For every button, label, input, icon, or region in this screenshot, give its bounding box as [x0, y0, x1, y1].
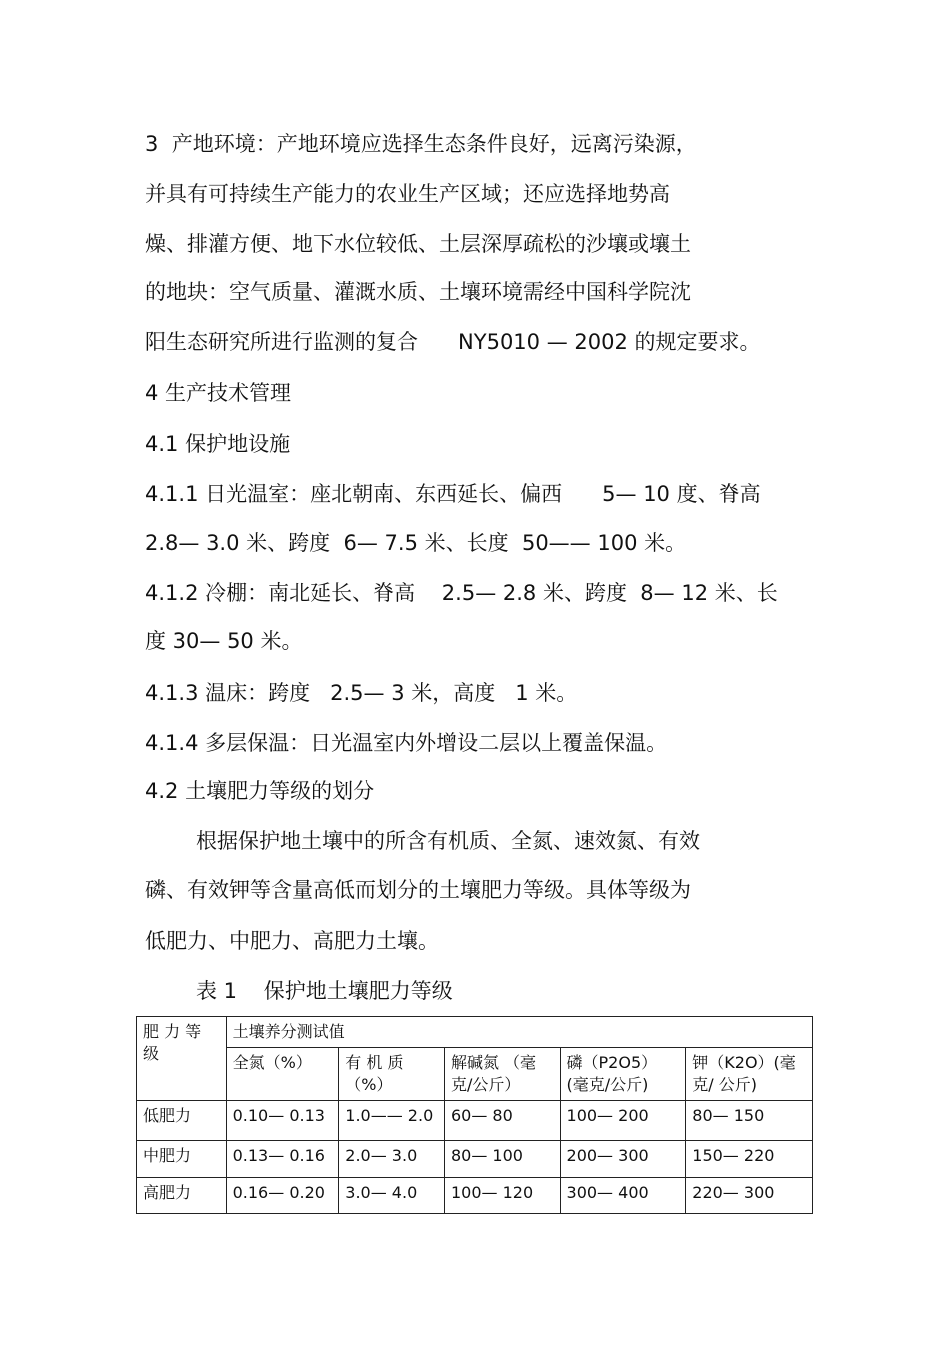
- table-cell: 220— 300: [686, 1178, 813, 1214]
- table-cell: 300— 400: [560, 1178, 686, 1214]
- subsection-heading: 4.1 保护地设施: [145, 432, 291, 456]
- paragraph-line: 并具有可持续生产能力的农业生产区域；还应选择地势高: [145, 182, 670, 206]
- table-cell: 80— 100: [444, 1141, 560, 1178]
- paragraph-line: 燥、排灌方便、地下水位较低、土层深厚疏松的沙壤或壤土: [145, 232, 691, 256]
- table-row: [137, 1178, 813, 1214]
- table-cell: 低肥力: [137, 1101, 227, 1141]
- paragraph-line: 4.1.2 冷棚：南北延长、脊高 2.5— 2.8 米、跨度 8— 12 米、长: [145, 581, 778, 605]
- table-column-header: 解碱氮 （毫克/公斤）: [444, 1048, 560, 1101]
- table-header-row: [137, 1017, 813, 1048]
- paragraph-line: 磷、有效钾等含量高低而划分的土壤肥力等级。具体等级为: [145, 878, 691, 902]
- subsection-heading: 4.2 土壤肥力等级的划分: [145, 779, 375, 803]
- table-cell: 0.16— 0.20: [226, 1178, 339, 1214]
- paragraph-line: 4.1.4 多层保温：日光温室内外增设二层以上覆盖保温。: [145, 731, 668, 755]
- table-column-header: 磷（P2O5）(毫克/公斤): [560, 1048, 686, 1101]
- paragraph-line: 阳生态研究所进行监测的复合 NY5010 — 2002 的规定要求。: [145, 330, 761, 354]
- paragraph-line: 2.8— 3.0 米、跨度 6— 7.5 米、长度 50—— 100 米。: [145, 531, 687, 555]
- table-cell: 80— 150: [686, 1101, 813, 1141]
- paragraph-line: 4.1.1 日光温室：座北朝南、东西延长、偏西 5— 10 度、脊高: [145, 482, 761, 506]
- table-cell: 3.0— 4.0: [339, 1178, 445, 1214]
- table-column-header: 全氮（%）: [226, 1048, 339, 1101]
- table-cell: 60— 80: [444, 1101, 560, 1141]
- table-column-header: 钾（K2O）(毫克/ 公斤): [686, 1048, 813, 1101]
- table-cell: 0.10— 0.13: [226, 1101, 339, 1141]
- table-cell: 中肥力: [137, 1141, 227, 1178]
- table-row: [137, 1101, 813, 1141]
- fertility-table: [136, 1016, 813, 1214]
- table-cell: 100— 200: [560, 1101, 686, 1141]
- paragraph-line: 4.1.3 温床：跨度 2.5— 3 米，高度 1 米。: [145, 681, 578, 705]
- paragraph-line: 根据保护地土壤中的所含有机质、全氮、速效氮、有效: [196, 829, 700, 853]
- table-column-header: 有 机 质（%）: [339, 1048, 445, 1101]
- paragraph-line: 低肥力、中肥力、高肥力土壤。: [145, 929, 439, 953]
- paragraph-line: 度 30— 50 米。: [145, 629, 303, 653]
- table-cell: 2.0— 3.0: [339, 1141, 445, 1178]
- table-cell: 100— 120: [444, 1178, 560, 1214]
- table-cell: 200— 300: [560, 1141, 686, 1178]
- paragraph-line: 3 产地环境：产地环境应选择生态条件良好，远离污染源，: [145, 132, 697, 156]
- table-cell: 150— 220: [686, 1141, 813, 1178]
- table-cell: 0.13— 0.16: [226, 1141, 339, 1178]
- table-cell: 1.0—— 2.0: [339, 1101, 445, 1141]
- table-caption: 表 1 保护地土壤肥力等级: [196, 979, 453, 1003]
- section-heading: 4 生产技术管理: [145, 381, 292, 405]
- table-cell: 高肥力: [137, 1178, 227, 1214]
- table-row: [137, 1141, 813, 1178]
- table-subheader-row: [137, 1048, 813, 1101]
- paragraph-line: 的地块：空气质量、灌溉水质、土壤环境需经中国科学院沈: [145, 280, 691, 304]
- table-corner-cell: 肥 力 等 级: [137, 1017, 227, 1101]
- table-group-header: 土壤养分测试值: [226, 1017, 812, 1048]
